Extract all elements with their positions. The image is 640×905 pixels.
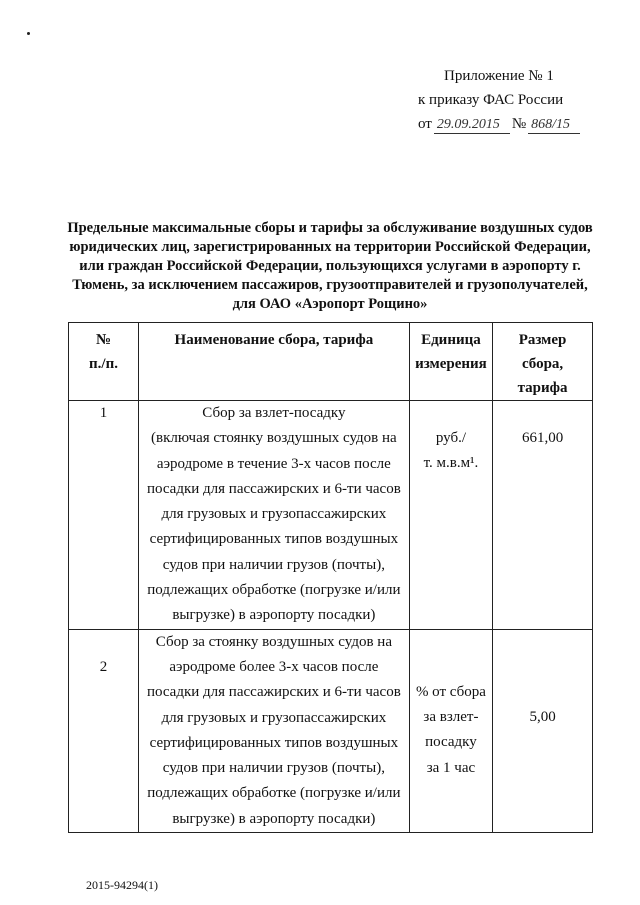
row-unit-line: за 1 час [426,759,476,776]
row-name [139,629,410,832]
number-label: № [511,116,527,132]
row-number: 1 [69,401,139,630]
row-value [493,629,593,832]
row-unit-line: за взлет- [423,708,479,725]
header-number-line2: п./п. [89,356,118,372]
appendix-header [400,64,620,136]
appendix-title: Приложение № 1 [444,68,554,84]
row-name-line: подлежащих обработке (погрузке и/или [147,785,401,802]
scan-speck [27,32,30,35]
row-unit [409,401,492,630]
document-id-footer: 2015-94294(1) [86,878,158,892]
row-name-line: аэродроме в течение 3-х часов после [156,455,391,472]
row-name-line: сертифицированных типов воздушных [149,734,399,751]
row-name-line: подлежащих обработке (погрузке и/или [147,582,401,599]
row-name-line: выгрузке) в аэропорту посадки) [172,810,376,827]
header-unit-line1: Единица [421,332,481,348]
row-name-line: судов при наличии грузов (почты), [162,760,385,777]
row-name-line: Сбор за стоянку воздушных судов на [155,633,392,650]
row-unit-line: посадку [425,734,477,751]
row-value-text: 5,00 [529,708,556,725]
appendix-date-line [400,112,620,136]
row-unit-line: т. м.в.м¹. [423,455,479,472]
row-value [493,401,593,630]
header-number [69,323,139,401]
appendix-order-ref: к приказу ФАС России [418,92,564,108]
header-name [139,323,410,401]
date-prefix: от [418,116,432,132]
header-unit-line2: измерения [415,356,487,372]
row-name [139,401,410,630]
table-row [69,629,593,832]
row-name-line: для грузовых и грузопассажирских [161,506,387,523]
row-unit-line: % от сбора [415,683,486,700]
header-unit [409,323,492,401]
row-name-line: сертифицированных типов воздушных [149,531,399,548]
row-name-line: аэродроме более 3-х часов после [169,658,379,675]
row-unit [409,629,492,832]
table-header-row [69,323,593,401]
row-name-line: (включая стоянку воздушных судов на [151,430,397,447]
header-size-line2: тарифа [517,380,568,396]
header-name-text: Наименование сбора, тарифа [174,332,374,348]
row-unit-line: руб./ [435,430,467,446]
row-name-line: для грузовых и грузопассажирских [161,709,387,726]
row-name-line: посадки для пассажирских и 6-ти часов [146,684,401,701]
row-name-line: судов при наличии грузов (почты), [162,556,385,573]
handwritten-number: 868/15 [528,117,580,134]
header-size-line1: Размер сбора, [518,332,567,372]
header-number-line1: № [95,332,112,348]
table-row [69,401,593,630]
row-name-line: Сбор за взлет-посадку [202,405,346,421]
row-number: 2 [69,629,139,832]
header-size [493,323,593,401]
row-name-line: выгрузке) в аэропорту посадки) [172,607,376,624]
tariff-table [68,322,593,833]
handwritten-date: 29.09.2015 [434,117,510,134]
document-title: Предельные максимальные сборы и тарифы за обслуживание воздушных судов юридических лиц, зарегистрированных на территории Российской Федерации, или граждан Российской Федерации, пользующихся услугами в аэропорту г. Тюмень, за исключением пассажиров, грузоотправителей и грузополучателей, для ОАО «Аэропорт Рощино» [67,220,593,312]
row-name-line: посадки для пассажирских и 6-ти часов [146,480,401,497]
row-value-text: 661,00 [521,430,564,446]
